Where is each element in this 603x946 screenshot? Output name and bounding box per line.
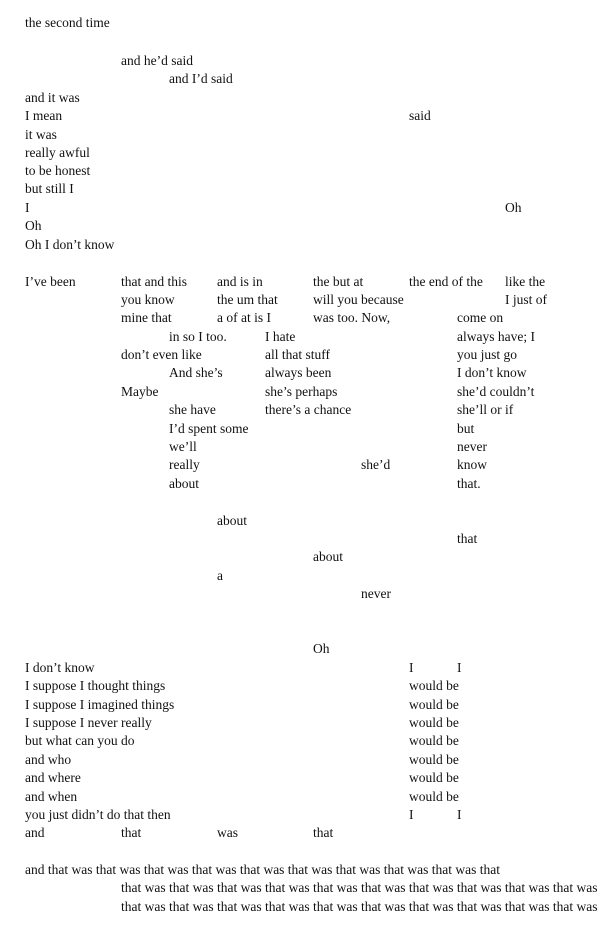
poem-line-38-segment-1: and when [25,789,78,804]
poem-line-24-segment-2: that. [457,476,481,491]
poem-line-10-segment-1: I [25,200,30,215]
poem-line-40-segment-2: that [121,825,142,840]
poem-line-16-segment-3: always have; I [457,329,535,344]
poem-line-33-segment-1: I suppose I imagined things [25,697,175,712]
poem-line-4-segment-1: and it was [25,90,80,105]
poem-line-39-segment-3: I [457,807,462,822]
poem-line-13-segment-6: like the [505,274,546,289]
poem-line-34-segment-2: would be [409,715,459,730]
poem-line-31-segment-3: I [457,660,462,675]
poem-line-23-segment-3: know [457,457,487,472]
poem-line-31-segment-2: I [409,660,414,675]
poem-line-38-segment-2: would be [409,789,459,804]
poem-line-23-segment-2: she’d [361,457,391,472]
poem-line-13-segment-4: the but at [313,274,364,289]
poem-line-8-segment-1: to be honest [25,163,91,178]
poem-line-36-segment-1: and who [25,752,72,767]
poem-line-15-segment-1: mine that [121,310,172,325]
poem-line-21-segment-1: I’d spent some [169,421,249,436]
poem-line-26-segment-1: that [457,531,478,546]
poem-line-34-segment-1: I suppose I never really [25,715,152,730]
poem-line-36-segment-2: would be [409,752,459,767]
poem-line-22-segment-1: we’ll [169,439,197,454]
poem-line-11-segment-1: Oh [25,218,42,233]
poem-line-9-segment-1: but still I [25,181,74,196]
poem-line-39-segment-1: you just didn’t do that then [25,807,171,822]
poem-line-13-segment-1: I’ve been [25,274,76,289]
poem-line-14-segment-2: the um that [217,292,278,307]
poem-line-39-segment-2: I [409,807,414,822]
poem-line-10-segment-2: Oh [505,200,522,215]
poem-line-29-segment-1: never [361,586,391,601]
poem-line-28-segment-1: a [217,568,223,583]
poem-line-25-segment-1: about [217,513,247,528]
poem-line-13-segment-5: the end of the [409,274,483,289]
poem-line-32-segment-1: I suppose I thought things [25,678,166,693]
poem-line-17-segment-3: you just go [457,347,518,362]
poem-line-18-segment-1: And she’s [169,365,223,380]
poem-line-1-segment-1: the second time [25,15,110,30]
poem-line-13-segment-3: and is in [217,274,263,289]
poem-line-20-segment-3: she’ll or if [457,402,514,417]
poem-line-19-segment-1: Maybe [121,384,159,399]
poem-line-31-segment-1: I don’t know [25,660,95,675]
poem-line-21-segment-2: but [457,421,475,436]
poem-line-20-segment-1: she have [169,402,216,417]
poem-line-15-segment-3: was too. Now, [313,310,391,325]
poem-line-15-segment-4: come on [457,310,504,325]
poem-line-17-segment-1: don’t even like [121,347,202,362]
poem-line-35-segment-2: would be [409,733,459,748]
poem-line-22-segment-2: never [457,439,487,454]
poem-line-42-segment-1: that was that was that was that was that was that was that was that was that was that was [121,880,598,895]
poem-line-13-segment-2: that and this [121,274,187,289]
poem-line-14-segment-4: I just of [505,292,547,307]
poem-line-17-segment-2: all that stuff [265,347,330,362]
poem-line-40-segment-3: was [217,825,238,840]
poem-line-27-segment-1: about [313,549,343,564]
poem-line-18-segment-2: always been [265,365,332,380]
poem-line-24-segment-1: about [169,476,199,491]
poem-line-16-segment-2: I hate [265,329,296,344]
poem-line-23-segment-1: really [169,457,200,472]
poem-line-16-segment-1: in so I too. [169,329,227,344]
poem-line-14-segment-3: will you because [313,292,404,307]
poem-line-7-segment-1: really awful [25,145,90,160]
poem-line-15-segment-2: a of at is I [217,310,271,325]
poem-line-40-segment-4: that [313,825,334,840]
poem-line-35-segment-1: but what can you do [25,733,135,748]
poem-line-32-segment-2: would be [409,678,459,693]
poem-line-37-segment-1: and where [25,770,81,785]
poem-line-14-segment-1: you know [121,292,175,307]
poem-line-37-segment-2: would be [409,770,459,785]
poem-line-2-segment-1: and he’d said [121,53,193,68]
poem-line-30-segment-1: Oh [313,641,330,656]
poem-line-19-segment-3: she’d couldn’t [457,384,535,399]
poem-line-33-segment-2: would be [409,697,459,712]
poem-line-12-segment-1: Oh I don’t know [25,237,115,252]
poem-line-18-segment-3: I don’t know [457,365,527,380]
poem-line-5-segment-2: said [409,108,431,123]
poem-line-5-segment-1: I mean [25,108,63,123]
poem-line-20-segment-2: there’s a chance [265,402,352,417]
poem-line-19-segment-2: she’s perhaps [265,384,338,399]
poem-line-6-segment-1: it was [25,127,57,142]
poem-line-3-segment-1: and I’d said [169,71,233,86]
poem-line-43-segment-1: that was that was that was that was that was that was that was that was that was that was [121,899,598,914]
poem-line-41-segment-1: and that was that was that was that was that was that was that was that was that was that [25,862,501,877]
poem-line-40-segment-1: and [25,825,45,840]
